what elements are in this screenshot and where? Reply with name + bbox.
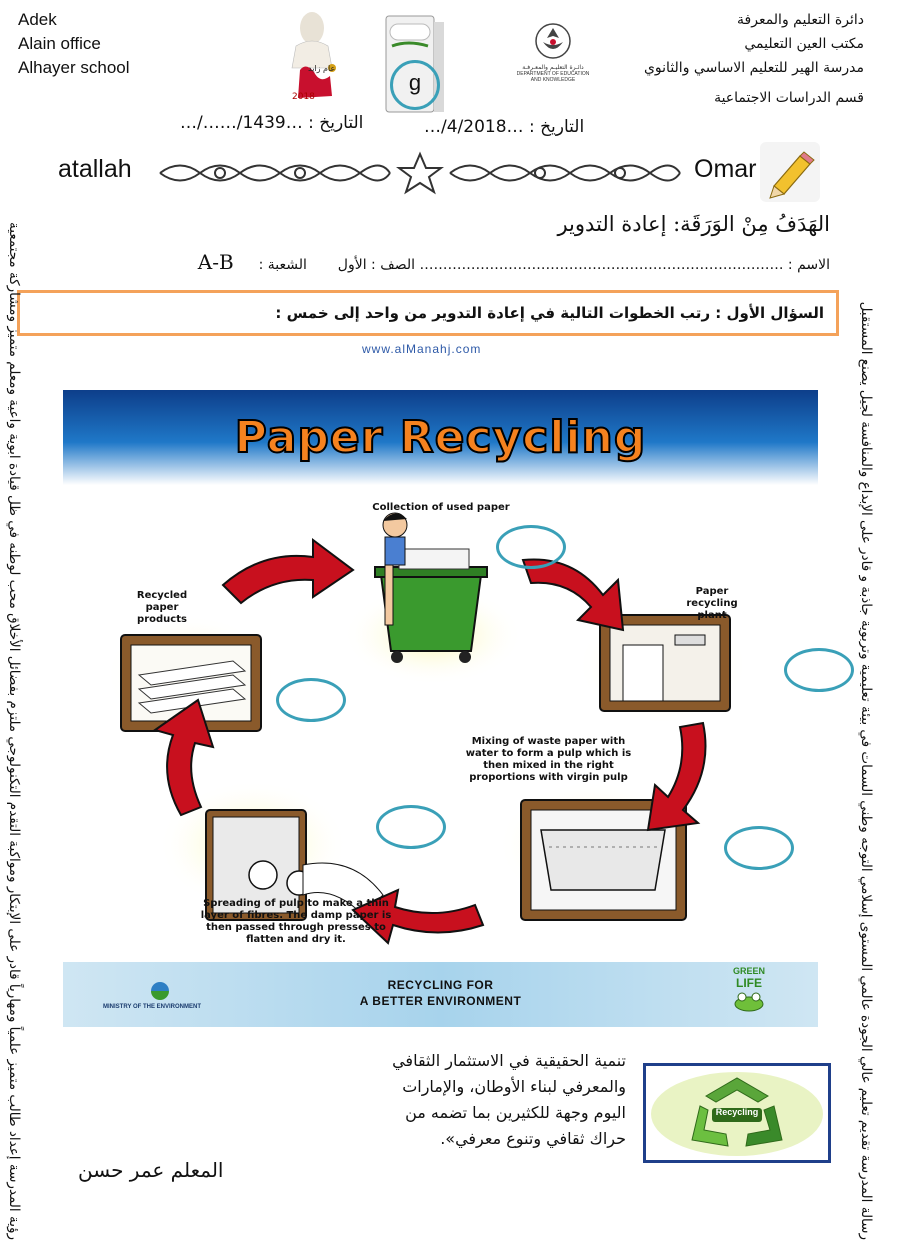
recycling-poster	[63, 390, 818, 1027]
answer-oval-spreading[interactable]	[376, 805, 446, 849]
header-left-line1: Adek	[18, 10, 57, 29]
header-right-line1: دائرة التعليم والمعرفة	[737, 12, 864, 28]
green-life-word-2: LIFE	[736, 976, 762, 990]
adek-english-2: AND KNOWLEDGE	[530, 77, 576, 83]
answer-oval-collection[interactable]	[496, 525, 566, 569]
frog-icon	[729, 990, 769, 1012]
badge-letter-circle	[390, 60, 440, 110]
school-badge	[382, 14, 454, 118]
section-label: الشعبة :	[258, 257, 307, 273]
caption-collection: Collection of used paper	[372, 502, 510, 513]
header-left-line2: Alain office	[18, 34, 101, 53]
answer-oval-products[interactable]	[276, 678, 346, 722]
ornament-divider	[150, 150, 690, 196]
recycling-cycle-graphic	[63, 485, 818, 955]
badge-letter: g	[408, 70, 422, 95]
teacher-name: المعلم عمر حسن	[78, 1158, 224, 1182]
class-label: الصف : الأول	[337, 257, 415, 273]
adek-logo	[505, 22, 601, 92]
header-left	[18, 8, 130, 80]
watermark: www.alManahj.com	[362, 342, 482, 356]
arrow-icon	[223, 540, 353, 603]
answer-oval-mixing[interactable]	[724, 826, 794, 870]
school-vision-vertical: رؤية المدرسة إعداد طالب متميز علمياً ومهارياً قادر على الإبتكار ومواكبة التقدم التكنولوجي ملتزم بفضائل الأخلاق محب لوطنه في ظل قيادة ابوية واعية ومعلم متميز ومشاركة مجتمعية	[6, 222, 22, 1240]
recycling-logo-frame	[643, 1063, 831, 1163]
caption-plant: Paper recycling plant	[686, 586, 738, 621]
adek-arabic: دائـرة التعليـم والمعـرفـة	[522, 64, 584, 71]
student-info-row	[170, 250, 830, 276]
question-text: السؤال الأول : رتب الخطوات التالية في إعادة التدوير من واحد إلى خمس :	[275, 304, 824, 322]
pencil-icon	[760, 142, 820, 202]
poster-title: Paper Recycling	[234, 412, 647, 463]
header-left-line3: Alhayer school	[18, 58, 130, 77]
quote-line-3: اليوم وجهة للكثيرين بما تضمه من	[405, 1103, 626, 1122]
ministry-label: MINISTRY OF THE ENVIRONMENT	[103, 1004, 202, 1010]
quote-line-2: والمعرفي لبناء الأوطان، والإمارات	[402, 1077, 626, 1096]
header-right-line3: مدرسة الهير للتعليم الاساسي والثانوي	[643, 60, 864, 76]
recycling-logo-word: Recycling	[715, 1107, 759, 1117]
answer-oval-plant[interactable]	[784, 648, 854, 692]
header-right	[564, 8, 864, 110]
quote-block	[336, 1048, 626, 1152]
star-icon	[399, 154, 441, 192]
zayed-label: عام زايد	[308, 64, 336, 73]
date-hijri: التاريخ : …1439/……/…	[180, 113, 364, 133]
header-right-line2: مكتب العين التعليمي	[744, 36, 864, 52]
arrow-icon	[523, 559, 623, 630]
caption-products: Recycled paper products	[136, 590, 188, 625]
green-life-word-1: GREEN	[732, 966, 765, 976]
name-label: الاسم : ……………………………………………………………………	[419, 257, 830, 273]
section-value: A-B	[197, 250, 234, 274]
footer-slogan-1: RECYCLING FOR	[387, 978, 494, 992]
green-life-logo	[723, 966, 775, 1022]
caption-spreading: Spreading of pulp to make a thin layer of fibres. The damp paper is then passed through presses to flatten and dry it.	[200, 898, 392, 945]
banner-right-name: Omar	[694, 155, 757, 183]
school-mission-vertical: رسالة المدرسة تقديم تعليم عالي الجودة عالمي المستوى إسلامي التوجه وطني السمات في بيئة تعليمية وتربوية جاذبة و قادر على الإبداع والمنافسة لجيل يصنع المستقبل	[858, 301, 874, 1240]
quote-line-4: حراك ثقافي وتنوع معرفي».	[440, 1129, 626, 1148]
zayed-year: 2018	[292, 92, 315, 102]
banner-left-name: atallah	[58, 155, 132, 183]
arrow-icon	[648, 723, 706, 830]
zayed-year-logo	[286, 6, 346, 106]
falcon-emblem-icon	[533, 22, 573, 60]
header-right-line4: قسم الدراسات الاجتماعية	[714, 90, 864, 106]
quote-line-1: تنمية الحقيقية في الاستثمار الثقافي	[392, 1051, 626, 1070]
caption-mixing: Mixing of waste paper with water to form a pulp which is then mixed in the right proportions with virgin pulp	[465, 736, 632, 783]
adek-english-1: DEPARTMENT OF EDUCATION	[516, 71, 590, 77]
question-box	[17, 290, 839, 336]
footer-slogan-2: A BETTER ENVIRONMENT	[359, 994, 522, 1008]
date-gregorian: التاريخ : …4/2018/…	[424, 117, 585, 137]
collection-bin-icon	[375, 513, 487, 663]
worksheet-goal: الهَدَفُ مِنْ الوَرَقَة: إعادة التدوير	[557, 212, 830, 236]
